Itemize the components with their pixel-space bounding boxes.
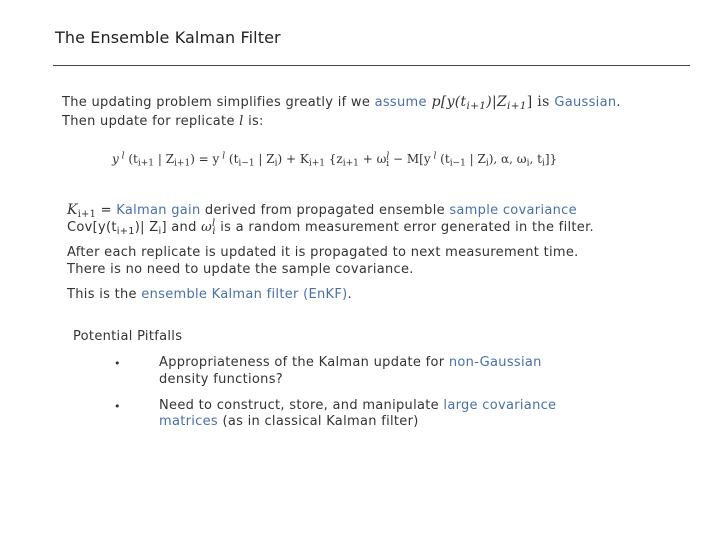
period: . (616, 95, 621, 110)
kalman-gain-highlight: Kalman gain (116, 203, 201, 218)
eq-part: ) = y (190, 152, 220, 166)
pitfall-item-2-line-2 (159, 413, 419, 430)
eq-part: y (112, 152, 119, 166)
eq-part: | Z (154, 152, 175, 166)
cov-text: Cov[y(t (67, 220, 117, 235)
omega-sub: i (212, 225, 216, 237)
eq-sub: i−1 (449, 158, 466, 169)
prob-expr-3: ] is (526, 94, 555, 110)
eq-part: , t (529, 152, 542, 166)
omega-symbol: ω (201, 220, 212, 235)
non-gaussian-highlight: non-Gaussian (448, 355, 542, 370)
eq-sub: i−1 (238, 158, 255, 169)
enkf-period: . (347, 287, 352, 302)
eq-part: {z (324, 152, 343, 166)
intro-text-3: is: (243, 114, 264, 129)
large-covariance-highlight: large covariance (443, 398, 557, 413)
update-equation (112, 151, 558, 169)
eq-sup: l (386, 151, 390, 162)
eq-sub: i (386, 158, 390, 169)
bullet-2: • (114, 400, 121, 413)
kgain-tail: is a random measurement error generated in the filter. (215, 220, 594, 235)
eq-sub: i+1 (308, 158, 325, 169)
eq-sub: i+1 (174, 158, 191, 169)
enkf-text: This is the (67, 287, 142, 302)
pitfall-2-text: Need to construct, store, and manipulate (159, 398, 444, 413)
prob-sub: i+1 (466, 100, 487, 113)
eq-sup: l (430, 151, 437, 162)
eq-part: ]} (544, 152, 558, 166)
intro-line-1 (62, 94, 621, 111)
page-title: The Ensemble Kalman Filter (55, 28, 281, 47)
prob-expr-2: )|Z (486, 94, 508, 110)
equals: = (96, 203, 117, 218)
title-divider (53, 65, 690, 66)
eq-sup: l (118, 151, 125, 162)
intro-text: The updating problem simplifies greatly if we (62, 95, 375, 110)
eq-part: ) + K (277, 152, 309, 166)
cov-text-3: ] and (161, 220, 202, 235)
bullet-1: • (114, 357, 121, 370)
intro-text-2: Then update for replicate (62, 114, 240, 129)
eq-sub: i+1 (137, 158, 155, 169)
eq-part: | Z (254, 152, 275, 166)
eq-sub: i (274, 158, 278, 169)
eq-part: | Z (465, 152, 486, 166)
eq-sub: i (485, 158, 489, 169)
eq-sub: i (526, 158, 530, 169)
prob-expr: p[y(t (426, 94, 467, 110)
eq-sub: i (541, 158, 545, 169)
intro-line-2 (62, 113, 264, 130)
after-line-1: After each replicate is updated it is propagated to next measurement time. (67, 245, 579, 260)
gaussian-highlight: Gaussian (554, 95, 617, 110)
kgain-line-1 (67, 202, 577, 219)
pitfall-1-text: Appropriateness of the Kalman update for (159, 355, 449, 370)
eq-sub: i+1 (342, 158, 359, 169)
matrices-highlight: matrices (159, 414, 219, 429)
replicate-symbol: l (239, 114, 244, 129)
prob-sub-2: i+1 (507, 100, 527, 113)
pitfalls-heading: Potential Pitfalls (73, 329, 183, 344)
pitfall-item-1-line-2: density functions? (159, 372, 283, 387)
eq-part: + ω (358, 152, 387, 166)
cov-sub: i+1 (116, 225, 135, 237)
eq-sup: l (219, 151, 226, 162)
pitfall-item-1-line-1 (159, 354, 542, 371)
cov-text-2: )| Z (134, 220, 159, 235)
enkf-highlight: ensemble Kalman filter (EnKF) (141, 287, 348, 302)
cov-sub-2: i (158, 225, 162, 237)
eq-part: ), α, ω (488, 152, 527, 166)
after-line-2: There is no need to update the sample covariance. (67, 262, 414, 277)
kgain-sub: i+1 (77, 208, 97, 220)
eq-part: (t (124, 152, 138, 166)
omega-sup: l (211, 218, 216, 230)
eq-part: − M[y (389, 152, 431, 166)
pitfall-item-2-line-1 (159, 397, 556, 414)
sample-covariance-highlight: sample covariance (449, 203, 577, 218)
kgain-text: derived from propagated ensemble (200, 203, 450, 218)
enkf-line (67, 286, 352, 303)
eq-part: (t (436, 152, 450, 166)
pitfall-2-tail: (as in classical Kalman filter) (218, 414, 419, 429)
kgain-symbol: K (67, 202, 78, 218)
kgain-line-2 (67, 219, 594, 236)
assume-highlight: assume (374, 95, 427, 110)
eq-part: (t (225, 152, 239, 166)
